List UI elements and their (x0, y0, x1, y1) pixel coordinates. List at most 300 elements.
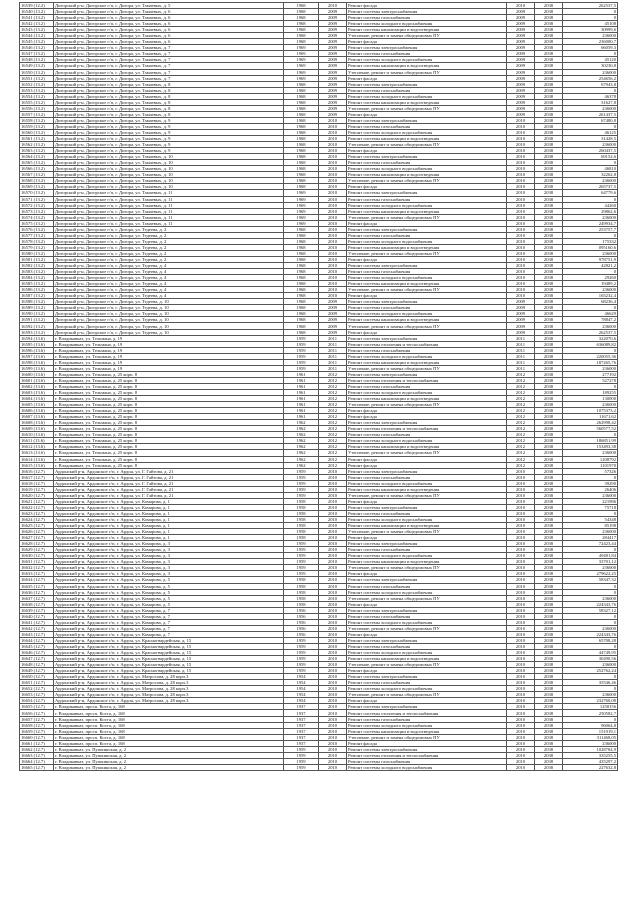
last-repair-year-cell: 2010 (319, 468, 347, 474)
year-built-cell: 1959 (284, 746, 319, 752)
work-type-cell: Ремонт системы газоснабжения (347, 758, 507, 764)
work-type-cell: Ремонт системы газоснабжения (347, 383, 507, 389)
plan-end-year-cell: 2038 (535, 117, 563, 123)
last-repair-year-cell: 2010 (319, 244, 347, 250)
work-type-cell: Ремонт системы электроснабжения (347, 674, 507, 680)
last-repair-year-cell: 2010 (319, 674, 347, 680)
work-type-cell: Ремонт системы электроснабжения (347, 541, 507, 547)
year-built-cell: 1961 (284, 377, 319, 383)
last-repair-year-cell: 2009 (319, 9, 347, 15)
work-type-cell: Утепление, ремонт и замена общедомовых ПУ (347, 565, 507, 571)
work-type-cell: Ремонт фасада (347, 329, 507, 335)
last-repair-year-cell: 2010 (319, 166, 347, 172)
address-cell: Дигорский р-н, Дигорское г/п, г. Дигора, ул. Тамаевых, д. 9 (54, 142, 284, 148)
plan-start-year-cell: 2010 (507, 244, 535, 250)
last-repair-year-cell: 2010 (319, 256, 347, 262)
last-repair-year-cell: 2012 (319, 420, 347, 426)
year-built-cell: 1962 (284, 432, 319, 438)
work-type-cell: Утепление, ремонт и замена общедомовых ПУ (347, 595, 507, 601)
address-cell: г. Владикавказ, ул. Тельмана, д. 25 корп. 8 (54, 420, 284, 426)
work-type-cell: Утепление, ремонт и замена общедомовых ПУ (347, 323, 507, 329)
year-built-cell: 1968 (284, 15, 319, 21)
plan-start-year-cell: 2010 (507, 281, 535, 287)
last-repair-year-cell: 2010 (319, 214, 347, 220)
work-type-cell: Ремонт фасада (347, 3, 507, 9)
plan-end-year-cell: 2038 (535, 535, 563, 541)
plan-end-year-cell: 2038 (535, 317, 563, 323)
year-built-cell: 1962 (284, 438, 319, 444)
address-cell: Дигорский р-н, Дигорское г/п, г. Дигора, ул. Тедеева, д. 10 (54, 323, 284, 329)
work-type-cell: Ремонт фасада (347, 698, 507, 704)
row-id-cell: 16607 (13.6) (20, 414, 54, 420)
plan-end-year-cell: 2038 (535, 75, 563, 81)
work-type-cell: Ремонт системы канализации и водоотведения (347, 281, 507, 287)
year-built-cell: 1937 (284, 722, 319, 728)
cost-cell: 31428,5 (563, 136, 618, 142)
row-id-cell: 16641 (12.7) (20, 619, 54, 625)
address-cell: Ардонский р-н, Ардонское г/п, г. Ардон, ул. Комарова, д. 1 (54, 498, 284, 504)
last-repair-year-cell: 2009 (319, 99, 347, 105)
cost-cell: 58327,12 (563, 607, 618, 613)
cost-cell: 54348 (563, 516, 618, 522)
address-cell: Дигорский р-н, Дигорское г/п, г. Дигора, ул. Тедеева, д. 4 (54, 269, 284, 275)
last-repair-year-cell: 2010 (319, 662, 347, 668)
plan-end-year-cell: 2038 (535, 619, 563, 625)
housing-repair-table (19, 2, 618, 771)
cost-cell: 0 (563, 583, 618, 589)
plan-end-year-cell: 2038 (535, 686, 563, 692)
cost-cell: 153493,38 (563, 444, 618, 450)
plan-start-year-cell: 2010 (507, 535, 535, 541)
address-cell: Дигорский р-н, Дигорское г/п, г. Дигора, ул. Тамаевых, д. 9 (54, 148, 284, 154)
plan-start-year-cell: 2009 (507, 51, 535, 57)
row-id-cell: 16636 (12.7) (20, 589, 54, 595)
address-cell: г. Владикавказ, ул. Тельмана, д. 19 (54, 365, 284, 371)
address-cell: Ардонский р-н, Ардонское г/п, г. Ардон, ул. Красногвардейская, д. 15 (54, 643, 284, 649)
plan-end-year-cell: 2038 (535, 178, 563, 184)
work-type-cell: Ремонт системы электроснабжения (347, 335, 507, 341)
cost-cell: 224343,76 (563, 601, 618, 607)
last-repair-year-cell: 2012 (319, 402, 347, 408)
plan-start-year-cell: 2009 (507, 27, 535, 33)
year-built-cell: 1968 (284, 3, 319, 9)
cost-cell: 11671,62 (563, 414, 618, 420)
work-type-cell: Ремонт системы электроснабжения (347, 637, 507, 643)
cost-cell: 44260 (563, 202, 618, 208)
work-type-cell: Ремонт фасада (347, 111, 507, 117)
work-type-cell: Ремонт фасада (347, 414, 507, 420)
cost-cell: 189255 (563, 390, 618, 396)
plan-end-year-cell: 2038 (535, 250, 563, 256)
row-id-cell: 16587 (13.2) (20, 293, 54, 299)
cost-cell: 26406 (563, 486, 618, 492)
cost-cell: 46125 (563, 129, 618, 135)
work-type-cell: Ремонт системы газоснабжения (347, 432, 507, 438)
plan-start-year-cell: 2012 (507, 462, 535, 468)
plan-start-year-cell: 2010 (507, 650, 535, 656)
year-built-cell: 1937 (284, 710, 319, 716)
last-repair-year-cell: 2010 (319, 269, 347, 275)
year-built-cell: 1968 (284, 27, 319, 33)
cost-cell: 0 (563, 674, 618, 680)
row-id-cell: 16573 (13.2) (20, 208, 54, 214)
cost-cell: 130000 (563, 396, 618, 402)
year-built-cell: 1956 (284, 631, 319, 637)
plan-end-year-cell: 2038 (535, 662, 563, 668)
year-built-cell: 1962 (284, 420, 319, 426)
row-id-cell: 16645 (12.7) (20, 643, 54, 649)
plan-start-year-cell: 2010 (507, 631, 535, 637)
cost-cell: 42821,2 (563, 263, 618, 269)
plan-end-year-cell: 2038 (535, 656, 563, 662)
plan-end-year-cell: 2038 (535, 123, 563, 129)
cost-cell: 1258156 (563, 704, 618, 710)
year-built-cell: 1937 (284, 716, 319, 722)
year-built-cell: 1968 (284, 244, 319, 250)
address-cell: Дигорский р-н, Дигорское г/п, г. Дигора, ул. Тамаевых, д. 8 (54, 81, 284, 87)
address-cell: г. Владикавказ, просп. Коста, д. 168 (54, 734, 284, 740)
cost-cell: 0 (563, 347, 618, 353)
plan-start-year-cell: 2010 (507, 148, 535, 154)
address-cell: г. Владикавказ, ул. Тельмана, д. 25 корп. 8 (54, 377, 284, 383)
row-id-cell: 16550 (13.2) (20, 69, 54, 75)
year-built-cell: 1962 (284, 444, 319, 450)
year-built-cell: 1968 (284, 323, 319, 329)
cost-cell: 236000 (563, 323, 618, 329)
work-type-cell: Ремонт системы канализации и водоотведения (347, 208, 507, 214)
row-id-cell: 16626 (12.7) (20, 529, 54, 535)
row-id-cell: 16617 (12.7) (20, 474, 54, 480)
cost-cell: 64779,6 (563, 190, 618, 196)
year-built-cell: 1958 (284, 583, 319, 589)
work-type-cell: Ремонт фасада (347, 75, 507, 81)
address-cell: г. Владикавказ, ул. Тельмана, д. 25 корп. 8 (54, 426, 284, 432)
work-type-cell: Ремонт системы газоснабжения (347, 474, 507, 480)
year-built-cell: 1968 (284, 129, 319, 135)
work-type-cell: Ремонт системы канализации и водоотведения (347, 656, 507, 662)
row-id-cell: 16594 (13.6) (20, 335, 54, 341)
plan-start-year-cell: 2010 (507, 656, 535, 662)
plan-end-year-cell: 2038 (535, 583, 563, 589)
work-type-cell: Утепление, ремонт и замена общедомовых ПУ (347, 734, 507, 740)
plan-start-year-cell: 2012 (507, 408, 535, 414)
address-cell: Дигорский р-н, Дигорское г/п, г. Дигора, ул. Тедеева, д. 10 (54, 311, 284, 317)
year-built-cell: 1959 (284, 553, 319, 559)
last-repair-year-cell: 2010 (319, 613, 347, 619)
address-cell: Ардонский р-н, Ардонское г/п, г. Ардон, ул. Комарова, д. 1 (54, 516, 284, 522)
last-repair-year-cell: 2010 (319, 710, 347, 716)
address-cell: Дигорский р-н, Дигорское г/п, г. Дигора, ул. Тедеева, д. 4 (54, 287, 284, 293)
last-repair-year-cell: 2009 (319, 33, 347, 39)
last-repair-year-cell: 2010 (319, 631, 347, 637)
plan-end-year-cell: 2038 (535, 577, 563, 583)
plan-end-year-cell: 2038 (535, 202, 563, 208)
plan-end-year-cell: 2038 (535, 420, 563, 426)
work-type-cell: Ремонт фасада (347, 462, 507, 468)
address-cell: Ардонский р-н, Ардонское г/п, г. Ардон, ул. Красногвардейская, д. 15 (54, 662, 284, 668)
plan-start-year-cell: 2010 (507, 662, 535, 668)
cost-cell: 57326 (563, 468, 618, 474)
plan-end-year-cell: 2038 (535, 740, 563, 746)
row-id-cell: 16643 (12.7) (20, 631, 54, 637)
work-type-cell: Ремонт системы холодного водоснабжения (347, 353, 507, 359)
row-id-cell: 16628 (12.7) (20, 541, 54, 547)
table-row (20, 764, 618, 770)
plan-start-year-cell: 2010 (507, 625, 535, 631)
plan-start-year-cell: 2010 (507, 601, 535, 607)
year-built-cell: 1959 (284, 571, 319, 577)
cost-cell: 44749,95 (563, 650, 618, 656)
year-built-cell: 1959 (284, 335, 319, 341)
work-type-cell: Ремонт системы электроснабжения (347, 263, 507, 269)
plan-start-year-cell: 2009 (507, 63, 535, 69)
year-built-cell: 1959 (284, 341, 319, 347)
last-repair-year-cell: 2009 (319, 323, 347, 329)
year-built-cell: 1961 (284, 371, 319, 377)
cost-cell: 1208792 (563, 456, 618, 462)
row-id-cell: 16660 (12.7) (20, 734, 54, 740)
address-cell: Дигорский р-н, Дигорское г/п, г. Дигора, ул. Тамаевых, д. 10 (54, 166, 284, 172)
work-type-cell: Ремонт системы газоснабжения (347, 123, 507, 129)
address-cell: г. Владикавказ, ул. Тельмана, д. 25 корп. 8 (54, 383, 284, 389)
address-cell: г. Владикавказ, просп. Коста, д. 168 (54, 710, 284, 716)
address-cell: г. Владикавказ, ул. Тельмана, д. 19 (54, 347, 284, 353)
plan-start-year-cell: 2009 (507, 93, 535, 99)
cost-cell: 279622,25 (563, 571, 618, 577)
cost-cell: 224343,76 (563, 631, 618, 637)
plan-end-year-cell: 2038 (535, 571, 563, 577)
work-type-cell: Утепление, ремонт и замена общедомовых ПУ (347, 662, 507, 668)
year-built-cell: 1961 (284, 396, 319, 402)
last-repair-year-cell: 2010 (319, 752, 347, 758)
cost-cell: 0 (563, 123, 618, 129)
plan-start-year-cell: 2010 (507, 740, 535, 746)
plan-end-year-cell: 2038 (535, 154, 563, 160)
work-type-cell: Ремонт системы канализации и водоотведения (347, 486, 507, 492)
cost-cell: 0 (563, 15, 618, 21)
plan-end-year-cell: 2038 (535, 396, 563, 402)
work-type-cell: Ремонт системы электроснабжения (347, 190, 507, 196)
cost-cell: 262537,5 (563, 329, 618, 335)
year-built-cell: 1968 (284, 311, 319, 317)
year-built-cell: 1968 (284, 226, 319, 232)
address-cell: Ардонский р-н, Ардонское г/п, г. Ардон, ул. Комарова, д. 5 (54, 583, 284, 589)
row-id-cell: 16630 (12.7) (20, 553, 54, 559)
plan-end-year-cell: 2038 (535, 33, 563, 39)
row-id-cell: 16635 (12.7) (20, 583, 54, 589)
cost-cell: 0 (563, 51, 618, 57)
year-built-cell: 1968 (284, 178, 319, 184)
work-type-cell: Ремонт системы холодного водоснабжения (347, 57, 507, 63)
row-id-cell: 16618 (12.7) (20, 480, 54, 486)
address-cell: Дигорский р-н, Дигорское г/п, г. Дигора, ул. Тамаевых, д. 6 (54, 33, 284, 39)
plan-start-year-cell: 2009 (507, 99, 535, 105)
plan-start-year-cell: 2011 (507, 353, 535, 359)
last-repair-year-cell: 2010 (319, 154, 347, 160)
address-cell: г. Владикавказ, ул. Пушкинская, д. 2 (54, 764, 284, 770)
address-cell: г. Владикавказ, ул. Тельмана, д. 25 корп. 8 (54, 456, 284, 462)
work-type-cell: Ремонт фасада (347, 184, 507, 190)
plan-start-year-cell: 2010 (507, 716, 535, 722)
row-id-cell: 16539 (12.2) (20, 3, 54, 9)
plan-start-year-cell: 2012 (507, 396, 535, 402)
plan-start-year-cell: 2010 (507, 607, 535, 613)
address-cell: Ардонский р-н, Ардонское г/п, г. Ардон, ул. Комарова, д. 3 (54, 541, 284, 547)
plan-start-year-cell: 2012 (507, 456, 535, 462)
plan-end-year-cell: 2038 (535, 184, 563, 190)
work-type-cell: Ремонт системы холодного водоснабжения (347, 202, 507, 208)
plan-start-year-cell: 2010 (507, 710, 535, 716)
plan-start-year-cell: 2010 (507, 226, 535, 232)
address-cell: Дигорский р-н, Дигорское г/п, г. Дигора, ул. Тамаевых, д. 6 (54, 15, 284, 21)
row-id-cell: 16661 (12.7) (20, 740, 54, 746)
address-cell: Дигорский р-н, Дигорское г/п, г. Дигора, ул. Тедеева, д. 10 (54, 329, 284, 335)
year-built-cell: 1968 (284, 172, 319, 178)
row-id-cell: 16568 (13.2) (20, 178, 54, 184)
cost-cell: 67943,8 (563, 81, 618, 87)
row-id-cell: 16586 (13.2) (20, 287, 54, 293)
last-repair-year-cell: 2010 (319, 619, 347, 625)
year-built-cell: 1959 (284, 752, 319, 758)
year-built-cell: 1959 (284, 474, 319, 480)
year-built-cell: 1968 (284, 263, 319, 269)
work-type-cell: Ремонт фасада (347, 631, 507, 637)
work-type-cell: Ремонт системы канализации и водоотведения (347, 63, 507, 69)
plan-start-year-cell: 2010 (507, 565, 535, 571)
plan-start-year-cell: 2009 (507, 69, 535, 75)
address-cell: г. Владикавказ, ул. Тельмана, д. 25 корп. 8 (54, 432, 284, 438)
row-id-cell: 16651 (12.7) (20, 680, 54, 686)
plan-start-year-cell: 2010 (507, 764, 535, 770)
row-id-cell: 16588 (13.2) (20, 299, 54, 305)
row-id-cell: 16569 (13.2) (20, 184, 54, 190)
work-type-cell: Ремонт системы канализации и водоотведения (347, 728, 507, 734)
row-id-cell: 16632 (12.7) (20, 565, 54, 571)
plan-start-year-cell: 2010 (507, 480, 535, 486)
address-cell: Дигорский р-н, Дигорское г/п, г. Дигора, ул. Тедеева, д. 2 (54, 226, 284, 232)
address-cell: Дигорский р-н, Дигорское г/п, г. Дигора, ул. Тамаевых, д. 10 (54, 154, 284, 160)
row-id-cell: 16637 (12.7) (20, 595, 54, 601)
year-built-cell: 1954 (284, 692, 319, 698)
row-id-cell: 16614 (13.6) (20, 456, 54, 462)
plan-end-year-cell: 2038 (535, 601, 563, 607)
last-repair-year-cell: 2010 (319, 160, 347, 166)
cost-cell: 262998,42 (563, 420, 618, 426)
year-built-cell: 1968 (284, 329, 319, 335)
plan-end-year-cell: 2038 (535, 9, 563, 15)
plan-end-year-cell: 2038 (535, 160, 563, 166)
row-id-cell: 16625 (12.7) (20, 523, 54, 529)
work-type-cell: Ремонт системы электроснабжения (347, 420, 507, 426)
plan-start-year-cell: 2010 (507, 142, 535, 148)
last-repair-year-cell: 2010 (319, 3, 347, 9)
address-cell: Дигорский р-н, Дигорское г/п, г. Дигора, ул. Тамаевых, д. 11 (54, 202, 284, 208)
row-id-cell: 16547 (13.2) (20, 51, 54, 57)
plan-start-year-cell: 2010 (507, 571, 535, 577)
plan-end-year-cell: 2038 (535, 172, 563, 178)
year-built-cell: 1959 (284, 650, 319, 656)
row-id-cell: 16566 (13.2) (20, 166, 54, 172)
last-repair-year-cell: 2010 (319, 686, 347, 692)
cost-cell: 284417 (563, 535, 618, 541)
work-type-cell: Ремонт системы холодного водоснабжения (347, 238, 507, 244)
year-built-cell: 1954 (284, 680, 319, 686)
plan-end-year-cell: 2038 (535, 365, 563, 371)
last-repair-year-cell: 2010 (319, 486, 347, 492)
work-type-cell: Ремонт системы газоснабжения (347, 510, 507, 516)
plan-end-year-cell: 2038 (535, 486, 563, 492)
address-cell: Ардонский р-н, Ардонское г/п, г. Ардон, ул. Красногвардейская, д. 15 (54, 656, 284, 662)
cost-cell: 236000 (563, 178, 618, 184)
plan-end-year-cell: 2038 (535, 643, 563, 649)
row-id-cell: 16540 (13.2) (20, 9, 54, 15)
plan-start-year-cell: 2009 (507, 9, 535, 15)
last-repair-year-cell: 2009 (319, 27, 347, 33)
address-cell: Ардонский р-н, Ардонское г/п, г. Ардон, ул. Матросова, д. 28 корп.3 (54, 698, 284, 704)
plan-end-year-cell: 2038 (535, 63, 563, 69)
row-id-cell: 16622 (12.7) (20, 504, 54, 510)
plan-end-year-cell: 2038 (535, 111, 563, 117)
last-repair-year-cell: 2010 (319, 722, 347, 728)
last-repair-year-cell: 2010 (319, 474, 347, 480)
address-cell: г. Владикавказ, ул. Тельмана, д. 25 корп. 8 (54, 438, 284, 444)
cost-cell: 45108 (563, 21, 618, 27)
plan-start-year-cell: 2012 (507, 426, 535, 432)
address-cell: г. Владикавказ, ул. Тельмана, д. 25 корп. 8 (54, 444, 284, 450)
row-id-cell: 16609 (13.6) (20, 426, 54, 432)
year-built-cell: 1968 (284, 154, 319, 160)
plan-end-year-cell: 2038 (535, 680, 563, 686)
work-type-cell: Ремонт системы газоснабжения (347, 232, 507, 238)
row-id-cell: 16581 (13.2) (20, 256, 54, 262)
plan-end-year-cell: 2038 (535, 323, 563, 329)
cost-cell: 0 (563, 87, 618, 93)
last-repair-year-cell: 2010 (319, 516, 347, 522)
plan-end-year-cell: 2038 (535, 347, 563, 353)
plan-start-year-cell: 2010 (507, 123, 535, 129)
year-built-cell: 1959 (284, 643, 319, 649)
plan-start-year-cell: 2012 (507, 432, 535, 438)
row-id-cell: 16627 (12.7) (20, 535, 54, 541)
last-repair-year-cell: 2010 (319, 250, 347, 256)
plan-end-year-cell: 2038 (535, 456, 563, 462)
plan-start-year-cell: 2010 (507, 722, 535, 728)
year-built-cell: 1937 (284, 728, 319, 734)
cost-cell: 0 (563, 9, 618, 15)
work-type-cell: Ремонт фасада (347, 498, 507, 504)
year-built-cell: 1958 (284, 535, 319, 541)
plan-end-year-cell: 2038 (535, 39, 563, 45)
last-repair-year-cell: 2010 (319, 668, 347, 674)
address-cell: Дигорский р-н, Дигорское г/п, г. Дигора, ул. Тамаевых, д. 10 (54, 184, 284, 190)
plan-end-year-cell: 2038 (535, 589, 563, 595)
plan-start-year-cell: 2010 (507, 178, 535, 184)
year-built-cell: 1969 (284, 45, 319, 51)
plan-end-year-cell: 2038 (535, 3, 563, 9)
work-type-cell: Утепление, ремонт и замена общедомовых ПУ (347, 529, 507, 535)
work-type-cell: Ремонт системы газоснабжения (347, 347, 507, 353)
year-built-cell: 1968 (284, 269, 319, 275)
cost-cell: 0 (563, 589, 618, 595)
year-built-cell: 1968 (284, 166, 319, 172)
work-type-cell: Ремонт системы электроснабжения (347, 117, 507, 123)
cost-cell: 261437,5 (563, 111, 618, 117)
year-built-cell: 1958 (284, 498, 319, 504)
address-cell: Ардонский р-н, Ардонское г/п, г. Ардон, ул. Комарова, д. 7 (54, 619, 284, 625)
year-built-cell: 1968 (284, 142, 319, 148)
work-type-cell: Утепление, ремонт и замена общедомовых ПУ (347, 250, 507, 256)
last-repair-year-cell: 2010 (319, 692, 347, 698)
